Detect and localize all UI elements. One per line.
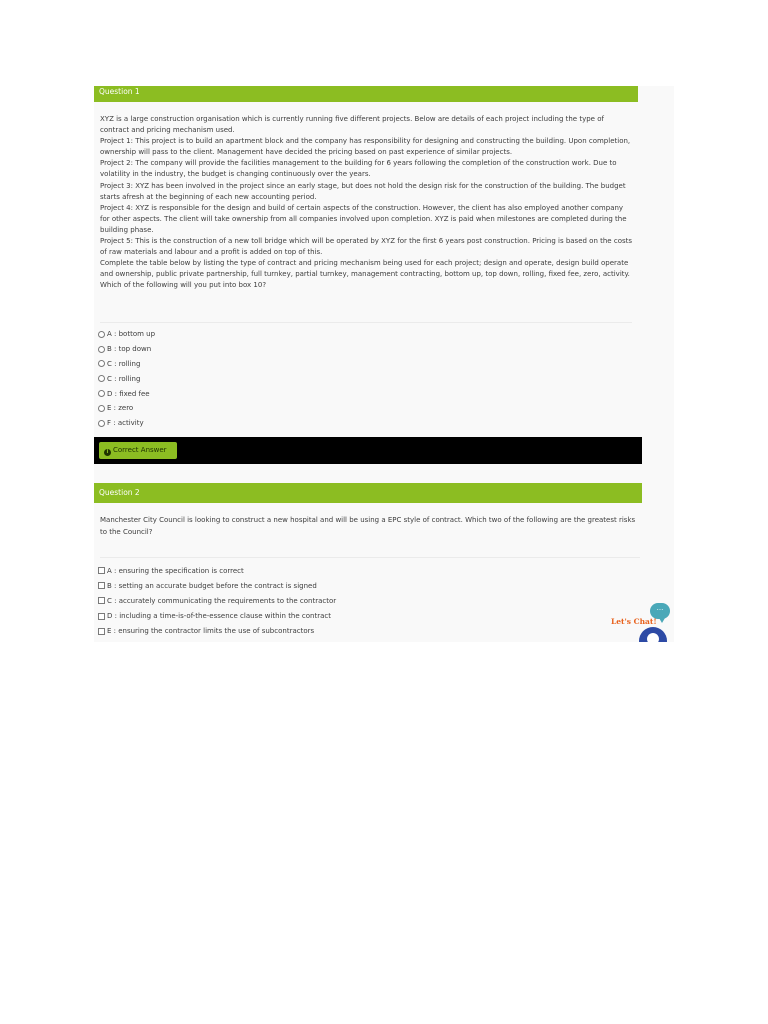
chat-widget[interactable] xyxy=(606,600,676,642)
option-b[interactable] xyxy=(98,578,336,593)
radio-button[interactable] xyxy=(98,375,105,382)
option-c[interactable] xyxy=(98,357,155,372)
question-1-header: Question 1 xyxy=(94,86,638,102)
question-1-paragraph: Project 3: XYZ has been involved in the project since an early stage, but does not hold the design risk for the construction of the building. The budget starts afresh at the beginning of each new accounting period. xyxy=(100,181,626,201)
chat-label[interactable]: Let's Chat! xyxy=(611,617,657,626)
question-1-paragraph: Project 5: This is the construction of a new toll bridge which will be operated by XYZ for the first 6 years post construction. Pricing is based on the costs of raw materials and labour and a profit is added on top of this. xyxy=(100,237,633,257)
question-2-prompt: Manchester City Council is looking to construct a new hospital and will be using a EPC style of contract. Which two of the following are the greatest risks to the Council? xyxy=(100,516,636,536)
question-1-text xyxy=(100,114,632,292)
option-label: B : top down xyxy=(107,345,152,354)
option-label: A : bottom up xyxy=(107,330,156,339)
option-e[interactable] xyxy=(98,401,155,416)
checkbox[interactable] xyxy=(98,567,105,574)
question-2-options xyxy=(98,563,336,639)
option-c[interactable] xyxy=(98,593,336,608)
question-1-paragraph: Project 2: The company will provide the facilities management to the building for 6 years following the completion of the construction work. Due to volatility in the industry, the budget is changing continuously over the years. xyxy=(100,159,617,179)
option-f[interactable] xyxy=(98,416,155,431)
correct-answer-button[interactable] xyxy=(99,442,177,459)
radio-button[interactable] xyxy=(98,331,105,338)
option-label: A : ensuring the specification is correct xyxy=(107,566,244,575)
option-label: E : ensuring the contractor limits the use of subcontractors xyxy=(107,627,315,636)
divider xyxy=(100,322,632,323)
info-icon: i xyxy=(104,449,111,456)
question-1-prompt: Which of the following will you put into box 10? xyxy=(100,281,267,290)
option-label: D : including a time-is-of-the-essence clause within the contract xyxy=(107,612,331,621)
option-b[interactable] xyxy=(98,342,155,357)
option-label: C : rolling xyxy=(107,359,141,368)
option-label: C : rolling xyxy=(107,374,141,383)
option-label: C : accurately communicating the requirements to the contractor xyxy=(107,596,337,605)
option-label: F : activity xyxy=(107,419,144,428)
question-1-paragraph: XYZ is a large construction organisation which is currently running five different projects. Below are details of each project including the type of contract and pricing mechanism used. xyxy=(100,115,604,135)
question-2-header: Question 2 xyxy=(94,483,642,503)
question-1-options xyxy=(98,327,155,431)
chat-avatar-icon[interactable] xyxy=(639,627,667,642)
checkbox[interactable] xyxy=(98,582,105,589)
radio-button[interactable] xyxy=(98,420,105,427)
checkbox[interactable] xyxy=(98,628,105,635)
question-1-paragraph: Complete the table below by listing the type of contract and pricing mechanism being used for each project; design and operate, design build operate and ownership, public private partnership, full turnkey, partial turnkey, management contracting, bottom up, top down, rolling, fixed fee, zero, activity. xyxy=(100,259,630,279)
option-label: E : zero xyxy=(107,404,134,413)
option-e[interactable] xyxy=(98,624,336,639)
radio-button[interactable] xyxy=(98,346,105,353)
question-1-paragraph: Project 4: XYZ is responsible for the design and build of certain aspects of the construction. However, the client has also employed another company for other aspects. The client will take ownership from all companies involved upon completion. XYZ is paid when milestones are completed during the building phase. xyxy=(100,203,627,234)
option-label: B : setting an accurate budget before the contract is signed xyxy=(107,581,317,590)
option-a[interactable] xyxy=(98,327,155,342)
checkbox[interactable] xyxy=(98,597,105,604)
option-label: D : fixed fee xyxy=(107,389,150,398)
option-d[interactable] xyxy=(98,609,336,624)
checkbox[interactable] xyxy=(98,613,105,620)
chat-bubble-icon[interactable]: ... xyxy=(650,603,670,619)
option-a[interactable] xyxy=(98,563,336,578)
radio-button[interactable] xyxy=(98,390,105,397)
divider xyxy=(100,557,640,558)
option-d[interactable] xyxy=(98,386,155,401)
correct-answer-label: Correct Answer xyxy=(113,446,167,454)
radio-button[interactable] xyxy=(98,360,105,367)
question-2-text xyxy=(100,515,640,538)
radio-button[interactable] xyxy=(98,405,105,412)
option-c-duplicate[interactable] xyxy=(98,371,155,386)
question-1-paragraph: Project 1: This project is to build an apartment block and the company has responsibility for designing and constructing the building. Upon completion, ownership will pass to the client. Management have decided the pricing based on past experience of similar projects. xyxy=(100,137,631,157)
